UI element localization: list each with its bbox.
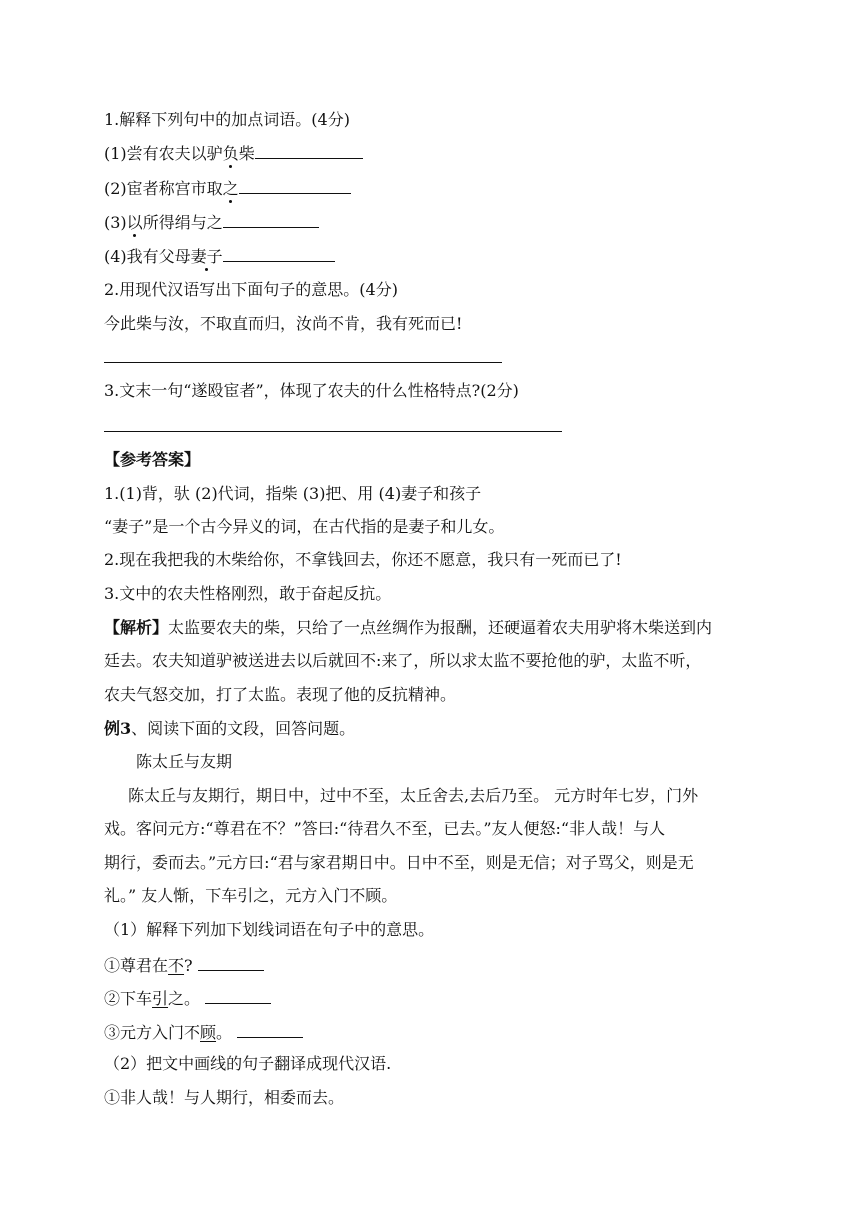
q1-item-2: (2)宦者称宫市取之 <box>104 176 351 200</box>
q1-item-3: (3)以所得绢与之 <box>104 210 319 234</box>
passage-line-3: 期行，委而去。”元方曰:“君与家君期日中。日中不至，则是无信；对子骂父，则是无 <box>104 853 694 872</box>
answer-2: 2.现在我把我的木柴给你，不拿钱回去，你还不愿意，我只有一死而已了! <box>104 550 622 569</box>
answer-blank[interactable] <box>198 953 264 971</box>
answer-blank[interactable] <box>205 986 271 1004</box>
answer-blank[interactable] <box>237 1020 303 1038</box>
q1-title: 1.解释下列句中的加点词语。(4分) <box>104 110 350 129</box>
q2-answer-line[interactable] <box>104 362 502 363</box>
sub2-item-1: ①非人哉！与人期行，相委而去。 <box>104 1088 345 1107</box>
example3-label: 例3 <box>104 719 132 738</box>
q2-title: 2.用现代汉语写出下面句子的意思。(4分) <box>104 280 398 299</box>
dotted-word: 妻子 <box>190 247 223 266</box>
answer-blank[interactable] <box>223 210 319 228</box>
answer-3: 3.文中的农夫性格刚烈，敢于奋起反抗。 <box>104 584 392 603</box>
q1-item-4: (4)我有父母妻子 <box>104 244 335 268</box>
example3-header: 例3、阅读下面的文段，回答问题。 <box>104 719 356 738</box>
q1-item-1: (1)尝有农夫以驴负柴 <box>104 141 363 165</box>
q2-sentence: 今此柴与汝，不取直而归，汝尚不肯，我有死而已! <box>104 314 463 333</box>
analysis-line-3: 农夫气怒交加，打了太监。表现了他的反抗精神。 <box>104 685 457 704</box>
q3-answer-line[interactable] <box>104 431 562 432</box>
answer-blank[interactable] <box>223 244 335 262</box>
q3-title: 3.文末一句“遂殴宦者”，体现了农夫的什么性格特点?(2分) <box>104 381 519 400</box>
answer-1: 1.(1)背，驮 (2)代词，指柴 (3)把、用 (4)妻子和孩子 <box>104 484 482 503</box>
underlined-word: 顾 <box>200 1023 217 1042</box>
dotted-word: 负 <box>222 144 239 163</box>
underlined-word: 引 <box>152 989 169 1008</box>
passage-line-2: 戏。客问元方:“尊君在不？”答曰:“待君久不至，已去。”友人便怒:“非人哉！与人 <box>104 819 666 838</box>
answer-blank[interactable] <box>239 176 351 194</box>
sub1-title: （1）解释下列加下划线词语在句子中的意思。 <box>104 920 435 939</box>
dotted-word: 以 <box>126 213 143 232</box>
dotted-word: 之 <box>222 179 239 198</box>
analysis-line-1: 【解析】太监要农夫的柴，只给了一点丝绸作为报酬，还硬逼着农夫用驴将木柴送到内 <box>104 618 713 637</box>
sub1-item-2: ②下车引之。 <box>104 986 271 1010</box>
underlined-word: 不 <box>168 956 185 975</box>
passage-line-1: 陈太丘与友期行，期日中，过中不至，太丘舍去,去后乃至。 元方时年七岁，门外 <box>128 786 699 805</box>
analysis-line-2: 廷去。农夫知道驴被送进去以后就回不:来了，所以求太监不要抢他的驴，太监不听， <box>104 651 702 670</box>
passage-line-4: 礼。” 友人惭，下车引之，元方入门不顾。 <box>104 886 398 905</box>
answer-1-note: “妻子”是一个古今异义的词，在古代指的是妻子和儿女。 <box>104 517 505 536</box>
analysis-label: 【解析】 <box>104 618 169 637</box>
sub2-title: （2）把文中画线的句子翻译成现代汉语. <box>104 1054 392 1073</box>
passage-title: 陈太丘与友期 <box>136 752 233 771</box>
sub1-item-3: ③元方入门不顾。 <box>104 1020 303 1044</box>
answer-blank[interactable] <box>255 141 363 159</box>
answer-heading: 【参考答案】 <box>104 450 201 469</box>
sub1-item-1: ①尊君在不? <box>104 953 264 977</box>
